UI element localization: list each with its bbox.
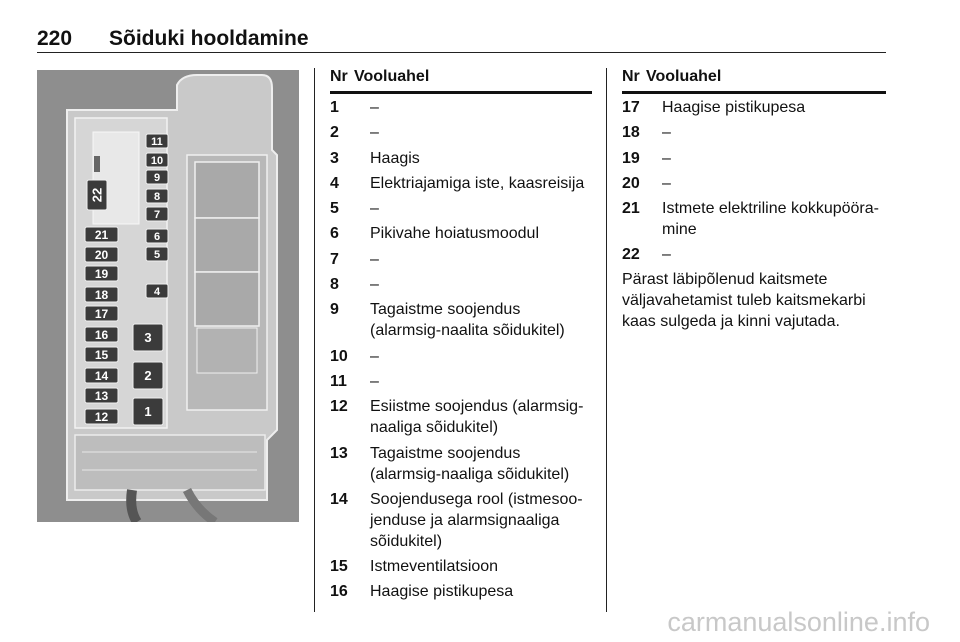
fuse-label xyxy=(85,266,118,281)
fuse-label xyxy=(146,170,168,184)
table-header xyxy=(330,66,592,94)
fuse-label xyxy=(85,347,118,362)
header-label: Vooluahel xyxy=(646,68,722,85)
circuit-description: – xyxy=(370,124,379,142)
fuse-table-column-1 xyxy=(330,66,592,607)
svg-text:3: 3 xyxy=(144,330,152,346)
circuit-description: – xyxy=(662,246,671,264)
circuit-description: – xyxy=(370,347,379,365)
table-row xyxy=(330,249,592,270)
header-nr: Nr xyxy=(330,68,348,85)
circuit-description: Istmete elektriline kokkupööra-mine xyxy=(662,200,879,239)
svg-text:17: 17 xyxy=(94,306,109,321)
note-paragraph: Pärast läbipõlenud kaitsmete väljavahetamist tuleb kaitsmekarbi kaas sulgeda ja kinni vajutada. xyxy=(622,271,866,330)
svg-text:5: 5 xyxy=(153,248,161,261)
fuse-box-illustration xyxy=(37,70,299,522)
fuse-label xyxy=(87,180,107,210)
svg-text:22: 22 xyxy=(89,187,105,203)
fuse-label xyxy=(85,227,118,242)
fuse-number: 22 xyxy=(622,246,640,264)
fuse-label xyxy=(146,247,168,261)
svg-text:14: 14 xyxy=(94,368,109,383)
svg-text:7: 7 xyxy=(153,208,161,221)
watermark: carmanualsonline.info xyxy=(667,607,930,637)
fuse-label xyxy=(146,134,168,148)
svg-text:6: 6 xyxy=(153,230,161,243)
fuse-number: 14 xyxy=(330,490,348,508)
circuit-description: – xyxy=(662,124,671,142)
circuit-description: Haagis xyxy=(370,149,420,167)
fuse-label xyxy=(85,327,118,342)
table-row xyxy=(330,396,592,438)
fuse-label xyxy=(85,409,118,424)
table-row xyxy=(622,173,886,194)
svg-text:2: 2 xyxy=(144,368,152,384)
fuse-number: 15 xyxy=(330,558,348,576)
header-nr: Nr xyxy=(622,68,640,85)
svg-text:11: 11 xyxy=(151,135,163,148)
table-row xyxy=(330,274,592,295)
fuse-label xyxy=(85,368,118,383)
svg-text:4: 4 xyxy=(153,285,161,298)
fuse-number: 7 xyxy=(330,250,339,268)
table-row xyxy=(622,198,886,240)
fuse-label xyxy=(133,398,163,425)
circuit-description: – xyxy=(370,200,379,218)
table-row xyxy=(622,148,886,169)
fuse-label xyxy=(146,207,168,221)
circuit-description: – xyxy=(370,99,379,116)
fuse-number: 9 xyxy=(330,301,339,319)
chapter-title: Sõiduki hooldamine xyxy=(109,27,309,50)
circuit-description: Tagaistme soojendus (alarmsig-naaliga sõidukitel) xyxy=(370,444,570,483)
table-row xyxy=(622,97,886,118)
table-row xyxy=(622,122,886,143)
circuit-description: Soojendusega rool (istmesoo-jenduse ja alarmsignaaliga sõidukitel) xyxy=(370,490,583,550)
fuse-label xyxy=(146,153,168,167)
fuse-number: 2 xyxy=(330,124,339,142)
svg-text:16: 16 xyxy=(94,327,109,342)
fuse-number: 18 xyxy=(622,124,640,142)
fuse-number: 6 xyxy=(330,225,339,243)
svg-text:13: 13 xyxy=(94,388,109,403)
fuse-number: 11 xyxy=(330,372,347,390)
table-row xyxy=(330,489,592,552)
fuse-box-drawing xyxy=(37,70,299,522)
table-row xyxy=(330,122,592,143)
table-rows xyxy=(330,97,592,602)
fuse-label xyxy=(85,388,118,403)
svg-text:8: 8 xyxy=(153,190,161,203)
fuse-label xyxy=(133,324,163,351)
circuit-description: – xyxy=(662,149,671,167)
svg-text:18: 18 xyxy=(94,287,109,302)
table-row xyxy=(330,346,592,367)
circuit-description: – xyxy=(662,174,671,192)
circuit-description: Esiistme soojendus (alarmsig-naaliga sõidukitel) xyxy=(370,398,584,437)
table-row xyxy=(622,244,886,265)
table-row xyxy=(330,148,592,169)
table-header xyxy=(622,66,886,94)
header-label: Vooluahel xyxy=(354,68,430,85)
fuse-label xyxy=(85,306,118,321)
svg-text:19: 19 xyxy=(94,266,109,281)
fuse-number: 13 xyxy=(330,444,348,462)
table-rows xyxy=(622,97,886,265)
circuit-description: Istmeventilatsioon xyxy=(370,558,499,576)
circuit-description: Haagise pistikupesa xyxy=(370,583,514,601)
fuse-number: 19 xyxy=(622,149,640,167)
svg-text:20: 20 xyxy=(94,247,109,262)
fuse-number: 16 xyxy=(330,583,348,601)
fuse-label xyxy=(146,189,168,203)
fuse-number: 21 xyxy=(622,200,640,218)
fuse-number: 8 xyxy=(330,276,339,294)
fuse-number: 4 xyxy=(330,174,339,192)
table-row xyxy=(330,556,592,577)
page-header xyxy=(37,26,886,53)
fuse-number: 10 xyxy=(330,347,348,365)
table-row xyxy=(330,299,592,341)
circuit-description: Tagaistme soojendus (alarmsig-naalita sõidukitel) xyxy=(370,301,565,340)
svg-text:21: 21 xyxy=(94,227,109,242)
fuse-label xyxy=(146,284,168,298)
table-row xyxy=(330,443,592,485)
table-row xyxy=(330,97,592,118)
column-divider-1 xyxy=(314,68,315,612)
fuse-number: 12 xyxy=(330,398,348,416)
circuit-description: – xyxy=(370,250,379,268)
fuse-number: 3 xyxy=(330,149,339,167)
fuse-table-column-2 xyxy=(622,66,886,270)
svg-text:15: 15 xyxy=(94,347,109,362)
svg-text:1: 1 xyxy=(144,404,152,420)
fuse-label xyxy=(146,229,168,243)
table-row xyxy=(330,581,592,602)
table-row xyxy=(330,223,592,244)
table-row xyxy=(330,173,592,194)
table-row xyxy=(330,198,592,219)
column-divider-2 xyxy=(606,68,607,612)
fuse-label xyxy=(133,362,163,389)
fuse-label xyxy=(85,287,118,302)
table-row xyxy=(330,371,592,392)
svg-text:9: 9 xyxy=(153,171,161,184)
fuse-number: 17 xyxy=(622,99,640,116)
circuit-description: – xyxy=(370,372,379,390)
svg-text:12: 12 xyxy=(94,409,109,424)
circuit-description: Elektriajamiga iste, kaasreisija xyxy=(370,174,585,192)
fuse-label xyxy=(85,247,118,262)
circuit-description: – xyxy=(370,276,379,294)
circuit-description: Haagise pistikupesa xyxy=(662,99,806,116)
page-number: 220 xyxy=(37,27,73,50)
fuse-number: 5 xyxy=(330,200,339,218)
fuse-number: 1 xyxy=(330,99,339,116)
circuit-description: Pikivahe hoiatusmoodul xyxy=(370,225,539,243)
svg-text:10: 10 xyxy=(150,154,164,167)
fuse-number: 20 xyxy=(622,174,640,192)
